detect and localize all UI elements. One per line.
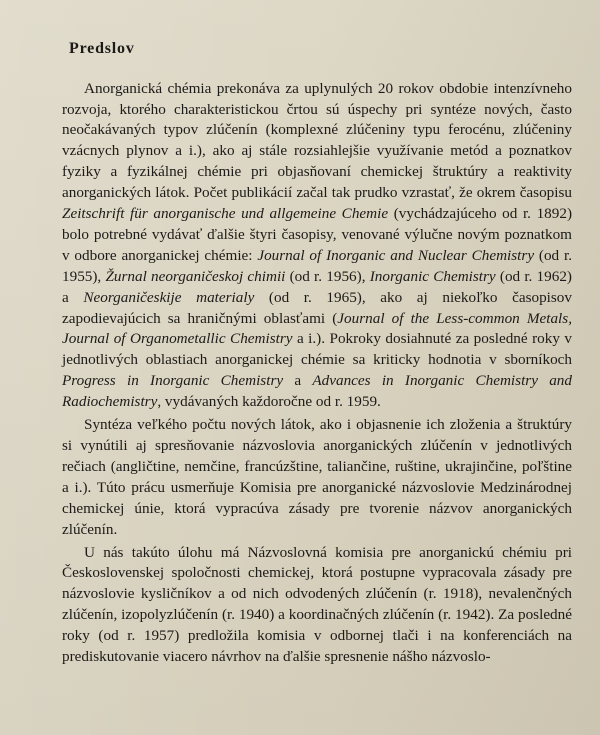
journal-title-inorganic-chemistry: Inorganic Chemistry bbox=[369, 267, 496, 285]
journal-title-zeitschrift: Zeitschrift für anorganische und allgemeine Chemie bbox=[62, 205, 389, 223]
paragraph-1-text-2: (vychádzajúceho od r. 1892) bolo potrebné vydávať ďalšie štyri časopisy, venované výlučne novým poznatkom v odbore anorganickej chémie: bbox=[62, 205, 573, 264]
paragraph-1-text-7: a i.). Pokroky dosiahnuté za posledné roky v jednotlivých oblastiach anorganickej chémie sa kriticky hodnotia v sborníkoch bbox=[62, 330, 572, 369]
paragraph-1-text-8: a bbox=[283, 372, 313, 390]
paragraph-1-text-6: (od r. 1965), ako aj niekoľko časopisov zapodievajúcich sa hraničnými oblasťami ( bbox=[62, 288, 572, 327]
journal-title-zurnal: Žurnal neorganičeskoj chimii bbox=[105, 267, 286, 285]
journal-title-less-common-organometallic: Journal of the Less-common Metals, Journal of Organometallic Chemistry bbox=[62, 309, 572, 348]
paragraph-1-text-9: , vydávaných každoročne od r. 1959. bbox=[157, 393, 381, 411]
series-title-advances: Advances in Inorganic Chemistry and Radiochemistry bbox=[62, 372, 572, 411]
page-heading: Predslov bbox=[69, 40, 135, 57]
paragraph-1-text-5: (od r. 1962) a bbox=[62, 267, 572, 306]
journal-title-neorganiceskije: Neorganičeskije materialy bbox=[83, 288, 255, 306]
paragraph-1-text-3: (od r. 1955), bbox=[62, 246, 572, 285]
journal-title-inorganic-nuclear: Journal of Inorganic and Nuclear Chemistry bbox=[257, 246, 535, 264]
paragraph-3: U nás takúto úlohu má Názvoslovná komisia pre anorganickú chémiu pri Československej spoločnosti chemickej, ktorá postupne vypracovala zásady pre názvoslovie kysličníkov a od nich odvodených zlúčenín (r. 1918), nevalenčných zlúčenín, izopolyzlúčenín (r. 1940) a koordinačných zlúčenín (r. 1942). Za posledné roky (od r. 1957) predložila komisia v odbornej tlači i na konferenciách na prediskutovanie viacero návrhov na ďalšie spresnenie nášho názvoslo- bbox=[62, 543, 572, 666]
paragraph-1-text-1: Anorganická chémia prekonáva za uplynulých 20 rokov obdobie intenzívneho rozvoja, ktorého charakteristickou črtou sú úspechy pri syntéze nových, často neočakávaných typov zlúčenín (komplexné zlúčeniny typu ferocénu, zlúčeniny vzácnych plynov a i.), ako aj stále rozsiahlejšie využívanie metód a poznatkov fyziky a fyzikálnej chémie pri objasňovaní chemickej štruktúry a reaktivity anorganických látok. Počet publikácií začal tak prudko vzrastať, že okrem časopisu bbox=[62, 79, 572, 202]
series-title-progress: Progress in Inorganic Chemistry bbox=[62, 372, 284, 390]
paragraph-1 bbox=[62, 79, 572, 414]
paragraph-1-text-4: (od r. 1956), bbox=[285, 267, 370, 285]
paragraph-2: Syntéza veľkého počtu nových látok, ako i objasnenie ich zloženia a štruktúry si vynútili aj spresňovanie názvoslovia anorganických zlúčenín v jednotlivých rečiach (angličtine, nemčine, francúzštine, taliančine, ruštine, ukrajinčine, poľštine a i.). Túto prácu usmerňuje Komisia pre anorganické názvoslovie Medzinárodnej chemickej únie, ktorá vypracúva zásady pre tvorenie názvov anorganických zlúčenín. bbox=[62, 416, 572, 538]
